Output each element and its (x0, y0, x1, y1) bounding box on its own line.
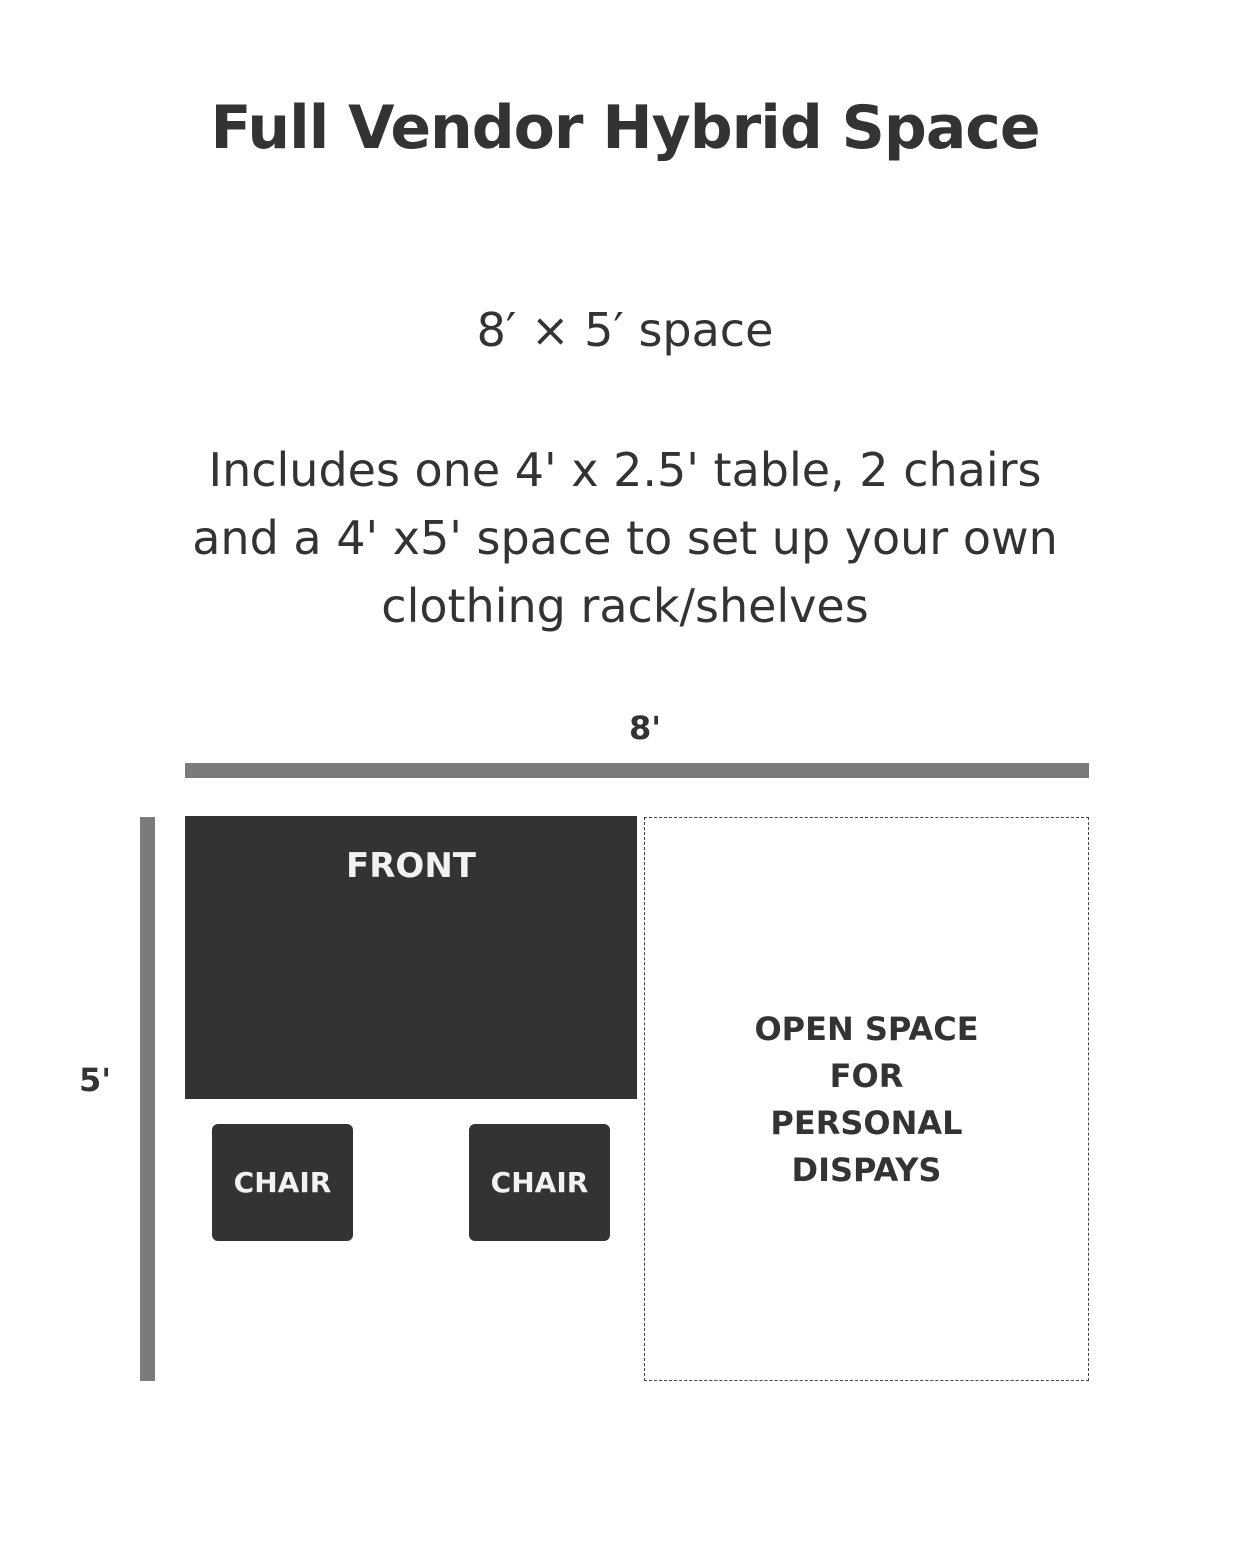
chair-right (469, 1124, 610, 1241)
description-line: Includes one 4' x 2.5' table, 2 chairs (208, 443, 1042, 497)
page-title: Full Vendor Hybrid Space (210, 93, 1040, 163)
space-description (125, 436, 1125, 640)
depth-dimension-bar (140, 817, 155, 1381)
open-space-line: FOR (829, 1057, 904, 1095)
open-space-label (645, 1006, 1088, 1194)
open-space-line: PERSONAL (770, 1104, 963, 1142)
chair-label: CHAIR (233, 1166, 332, 1199)
open-space-line: DISPAYS (791, 1151, 942, 1189)
chair-left (212, 1124, 353, 1241)
open-display-space (644, 817, 1089, 1381)
space-size: 8′ × 5′ space (476, 303, 774, 357)
description-line: clothing rack/shelves (381, 579, 869, 633)
width-dimension-bar (185, 763, 1089, 778)
width-dimension-label: 8' (628, 709, 662, 747)
table (185, 816, 637, 1099)
chair-label: CHAIR (490, 1166, 589, 1199)
open-space-line: OPEN SPACE (754, 1010, 979, 1048)
table-front-label: FRONT (346, 846, 476, 886)
description-line: and a 4' x5' space to set up your own (192, 511, 1058, 565)
depth-dimension-label: 5' (78, 1061, 112, 1099)
